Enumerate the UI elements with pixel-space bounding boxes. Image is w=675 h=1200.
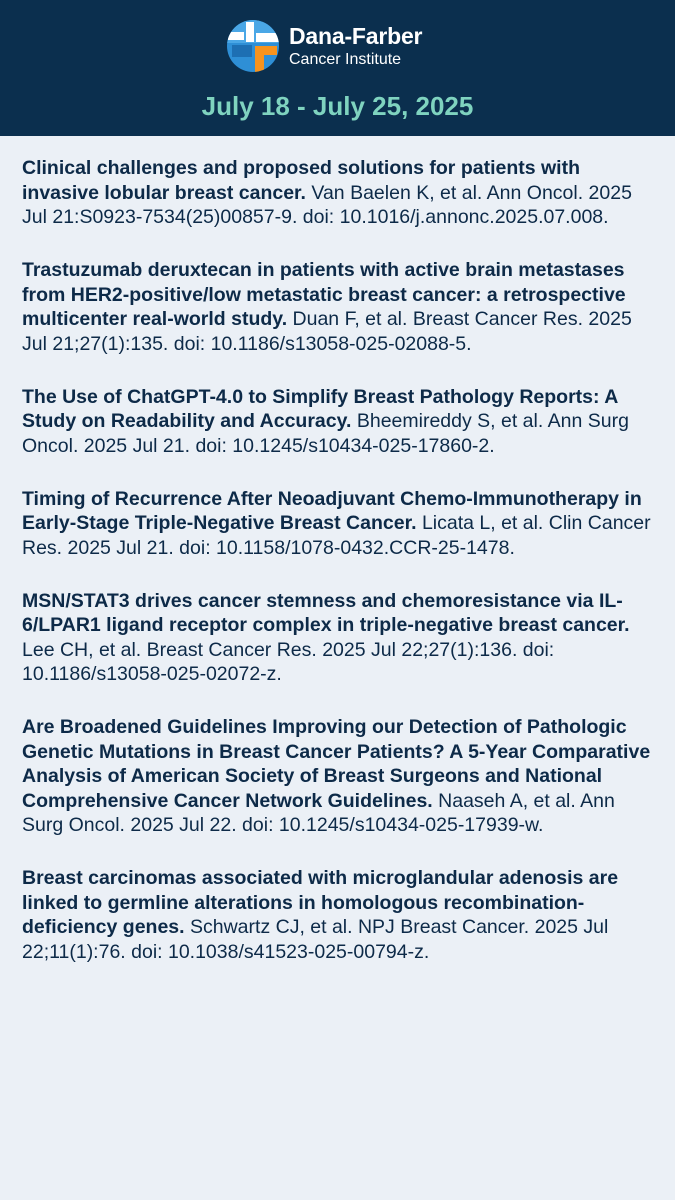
dana-farber-logo-icon (226, 19, 280, 73)
citation-reference: Bheemireddy S, et al. Ann Surg Oncol. 2025 Jul 21. doi: 10.1245/s10434-025-17860-2. (22, 410, 629, 457)
citation-item (22, 385, 659, 459)
citation-item (22, 866, 659, 964)
citation-title: The Use of ChatGPT-4.0 to Simplify Breast Pathology Reports: A Study on Readability and Accuracy. (22, 385, 618, 432)
citation-title: Clinical challenges and proposed solutions for patients with invasive lobular breast cancer. (22, 157, 580, 204)
citation-reference: Duan F, et al. Breast Cancer Res. 2025 Jul 21;27(1):135. doi: 10.1186/s13058-025-02088-5. (22, 308, 632, 355)
logo-text (289, 22, 423, 68)
citation-reference: Lee CH, et al. Breast Cancer Res. 2025 Jul 22;27(1):136. doi: 10.1186/s13058-025-02072-z. (22, 638, 555, 685)
citation-item (22, 589, 659, 687)
citation-list (0, 136, 675, 964)
citation-reference: Licata L, et al. Clin Cancer Res. 2025 Jul 21. doi: 10.1158/1078-0432.CCR-25-1478. (22, 512, 651, 559)
header-banner (0, 0, 675, 136)
citation-title: MSN/STAT3 drives cancer stemness and chemoresistance via IL-6/LPAR1 ligand receptor complex in triple-negative breast cancer. (22, 589, 630, 636)
logo-subtitle: Cancer Institute (289, 50, 402, 68)
citation-title: Timing of Recurrence After Neoadjuvant Chemo-Immunotherapy in Early-Stage Triple-Negative Breast Cancer. (22, 487, 642, 534)
citation-reference: Van Baelen K, et al. Ann Oncol. 2025 Jul 21:S0923-7534(25)00857-9. doi: 10.1016/j.annonc.2025.07.008. (22, 181, 632, 228)
dana-farber-logo[interactable] (226, 18, 422, 74)
logo-name: Dana-Farber (289, 22, 423, 49)
citation-item (22, 258, 659, 356)
citation-reference: Naaseh A, et al. Ann Surg Oncol. 2025 Jul 22. doi: 10.1245/s10434-025-17939-w. (22, 789, 615, 836)
date-range-title: July 18 - July 25, 2025 (201, 91, 474, 121)
citation-item (22, 715, 659, 838)
citation-item (22, 487, 659, 561)
citation-title: Breast carcinomas associated with microglandular adenosis are linked to germline alterations in homologous recombination-deficiency genes. (22, 867, 619, 938)
citation-reference: Schwartz CJ, et al. NPJ Breast Cancer. 2025 Jul 22;11(1):76. doi: 10.1038/s41523-025-00794-z. (22, 916, 609, 963)
citation-item (22, 156, 659, 230)
citation-title: Trastuzumab deruxtecan in patients with active brain metastases from HER2-positive/low metastatic breast cancer: a retrospective multicenter real-world study. (22, 259, 626, 330)
citation-title: Are Broadened Guidelines Improving our Detection of Pathologic Genetic Mutations in Breast Cancer Patients? A 5-Year Comparative Analysis of American Society of Breast Surgeons and National Comprehensive Cancer Network Guidelines. (22, 716, 651, 812)
